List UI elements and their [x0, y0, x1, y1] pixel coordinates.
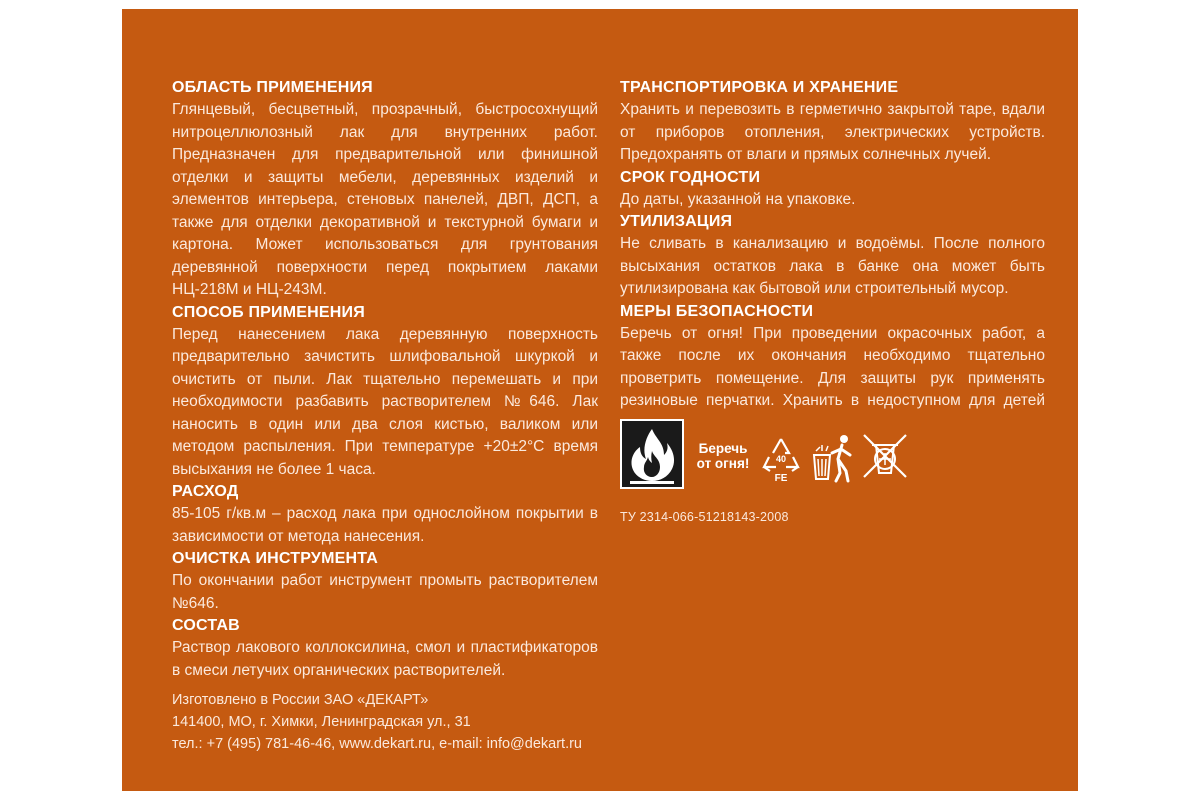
section-disposal: [620, 211, 1045, 301]
recycle-material: FE: [774, 473, 788, 483]
section-heading: СРОК ГОДНОСТИ: [620, 168, 761, 186]
dispose-in-bin-icon: [810, 433, 856, 483]
section-text: Глянцевый, бесцветный, прозрачный, быстросохнущий нитроцеллюлозный лак для внутренних работ. Предназначен для предварительной или финишной отделки и защиты мебели, деревянных изделий и элементов интерьера, стеновых панелей, ДВП, ДСП, а также для отделки декоративной и текстурной бумаги и картона. Может использоваться для грунтования деревянной поверхности перед покрытием лаками НЦ-218М и НЦ-243М.: [172, 101, 598, 298]
recycle-fe-icon: [762, 435, 800, 483]
section-tool-cleaning: [172, 548, 598, 615]
manufacturer-line-1: Изготовлено в России ЗАО «ДЕКАРТ»: [172, 692, 429, 708]
section-composition: [172, 615, 598, 682]
right-column: [620, 77, 1045, 435]
warning-line-1: Беречь: [698, 441, 748, 456]
flammable-warning-text: [692, 441, 754, 471]
manufacturer-info: [172, 689, 602, 755]
section-heading: ОЧИСТКА ИНСТРУМЕНТА: [172, 550, 378, 567]
pictogram-row: [620, 419, 920, 489]
section-text: 85-105 г/кв.м – расход лака при однослойном покрытии в зависимости от метода нанесения.: [172, 505, 598, 545]
section-application-method: [172, 302, 598, 482]
warning-line-2: от огня!: [696, 456, 750, 471]
section-application-area: [172, 77, 598, 302]
section-text: Раствор лакового коллоксилина, смол и пластификаторов в смеси летучих органических растворителей.: [172, 639, 598, 679]
section-text: Хранить и перевозить в герметично закрытой таре, вдали от приборов отопления, электрических устройств. Предохранять от влаги и прямых солнечных лучей.: [620, 101, 1045, 163]
section-text: По окончании работ инструмент промыть растворителем №646.: [172, 572, 598, 612]
product-label: [122, 9, 1078, 791]
section-heading: МЕРЫ БЕЗОПАСНОСТИ: [620, 302, 814, 320]
section-heading: УТИЛИЗАЦИЯ: [620, 213, 733, 230]
no-household-waste-icon: [860, 431, 910, 481]
left-column: [172, 77, 598, 682]
recycle-number: 40: [775, 454, 787, 464]
section-heading: ОБЛАСТЬ ПРИМЕНЕНИЯ: [172, 79, 373, 96]
manufacturer-line-2: 141400, МО, г. Химки, Ленинградская ул., 31: [172, 714, 471, 730]
section-text: Беречь от огня! При проведении окрасочных работ, а также после их окончания необходимо тщательно проветрить помещение. Для защиты рук применять резиновые перчатки. Хранить в недоступном для детей: [620, 324, 1045, 409]
manufacturer-line-3: тел.: +7 (495) 781-46-46, www.dekart.ru, e-mail: info@dekart.ru: [172, 736, 582, 752]
section-heading: ТРАНСПОРТИРОВКА И ХРАНЕНИЕ: [620, 79, 899, 96]
section-heading: СОСТАВ: [172, 617, 240, 634]
flammable-icon: [620, 419, 684, 489]
section-transport-storage: [620, 77, 1045, 167]
section-text: Перед нанесением лака деревянную поверхность предварительно зачистить шлифовальной шкуркой и очистить от пыли. Лак тщательно перемешать и при необходимости разбавить растворителем №646. Лак наносить в один или два слоя кистью, валиком или методом распыления. При температуре +20±2°С время высыхания не более 1 часа.: [172, 325, 598, 478]
section-consumption: [172, 481, 598, 548]
section-shelf-life: [620, 167, 1045, 212]
tu-code: ТУ 2314-066-51218143-2008: [620, 510, 789, 524]
section-heading: СПОСОБ ПРИМЕНЕНИЯ: [172, 303, 365, 321]
section-safety: [620, 301, 1045, 436]
section-text: До даты, указанной на упаковке.: [620, 190, 856, 208]
section-text: Не сливать в канализацию и водоёмы. После полного высыхания остатков лака в банке она может быть утилизирована как бытовой или строительный мусор.: [620, 235, 1045, 297]
section-heading: РАСХОД: [172, 483, 239, 500]
